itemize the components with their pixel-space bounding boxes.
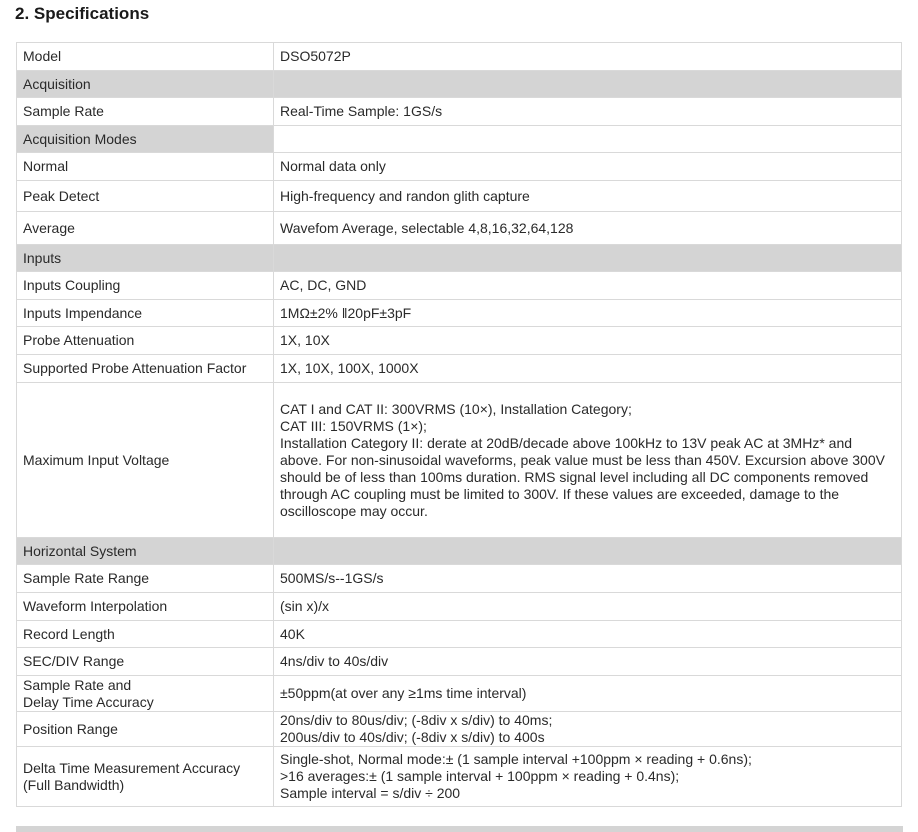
spec-value: 500MS/s--1GS/s bbox=[274, 565, 902, 593]
spec-value: CAT I and CAT II: 300VRMS (10×), Installation Category; CAT III: 150VRMS (1×); Installation Category II: derate at 20dB/decade above 100kHz to 13V peak AC at 3MHz* and above. For non-sinusoidal waveforms, peak value must be less than 450V. Excursion above 300V should be of less than 100ms duration. RMS signal level including all DC components removed through AC coupling must be limited to 300V. If these values are exceeded, damage to the oscilloscope may occur. bbox=[274, 383, 902, 538]
spec-row bbox=[17, 621, 902, 648]
spec-row bbox=[17, 212, 902, 245]
next-section-header-edge bbox=[16, 826, 903, 832]
page-title: 2. Specifications bbox=[15, 4, 150, 23]
spec-row bbox=[17, 676, 902, 712]
section-header-label: Horizontal System bbox=[17, 538, 274, 565]
spec-value: AC, DC, GND bbox=[274, 272, 902, 300]
specifications-table bbox=[16, 42, 902, 807]
spec-label: Sample Rate and Delay Time Accuracy bbox=[17, 676, 274, 712]
spec-label: Sample Rate bbox=[17, 98, 274, 126]
spec-value: 1MΩ±2% ǁ20pF±3pF bbox=[274, 300, 902, 327]
spec-value: 1X, 10X, 100X, 1000X bbox=[274, 355, 902, 383]
spec-row bbox=[17, 153, 902, 181]
spec-label: Supported Probe Attenuation Factor bbox=[17, 355, 274, 383]
section-header-row bbox=[17, 126, 902, 153]
section-header-row bbox=[17, 71, 902, 98]
section-header-label: Acquisition Modes bbox=[17, 126, 274, 153]
spec-value: ±50ppm(at over any ≥1ms time interval) bbox=[274, 676, 902, 712]
spec-row bbox=[17, 300, 902, 327]
section-header-value-cell bbox=[274, 126, 902, 153]
spec-row bbox=[17, 565, 902, 593]
spec-value: Normal data only bbox=[274, 153, 902, 181]
spec-value: DSO5072P bbox=[274, 43, 902, 71]
spec-label: Peak Detect bbox=[17, 181, 274, 212]
spec-row bbox=[17, 43, 902, 71]
spec-value: 1X, 10X bbox=[274, 327, 902, 355]
specifications-table-body bbox=[17, 43, 902, 807]
section-header-value-cell bbox=[274, 71, 902, 98]
section-header-label: Acquisition bbox=[17, 71, 274, 98]
section-header-label: Inputs bbox=[17, 245, 274, 272]
spec-label: Position Range bbox=[17, 712, 274, 747]
spec-row bbox=[17, 648, 902, 676]
spec-label: Inputs Coupling bbox=[17, 272, 274, 300]
section-header-row bbox=[17, 538, 902, 565]
spec-value: (sin x)/x bbox=[274, 593, 902, 621]
spec-label: Record Length bbox=[17, 621, 274, 648]
spec-value: 40K bbox=[274, 621, 902, 648]
spec-label: Average bbox=[17, 212, 274, 245]
spec-label: Waveform Interpolation bbox=[17, 593, 274, 621]
spec-row bbox=[17, 327, 902, 355]
spec-row bbox=[17, 593, 902, 621]
spec-value: 4ns/div to 40s/div bbox=[274, 648, 902, 676]
spec-label: Normal bbox=[17, 153, 274, 181]
section-header-value-cell bbox=[274, 538, 902, 565]
spec-label: Inputs Impendance bbox=[17, 300, 274, 327]
spec-label: SEC/DIV Range bbox=[17, 648, 274, 676]
spec-label: Model bbox=[17, 43, 274, 71]
spec-row bbox=[17, 272, 902, 300]
spec-value: 20ns/div to 80us/div; (-8div x s/div) to 40ms; 200us/div to 40s/div; (-8div x s/div) to 400s bbox=[274, 712, 902, 747]
spec-value: Single-shot, Normal mode:± (1 sample interval +100ppm × reading + 0.6ns); >16 averages:± (1 sample interval + 100ppm × reading + 0.4ns); Sample interval = s/div ÷ 200 bbox=[274, 747, 902, 807]
spec-label: Delta Time Measurement Accuracy (Full Bandwidth) bbox=[17, 747, 274, 807]
spec-value: Real-Time Sample: 1GS/s bbox=[274, 98, 902, 126]
spec-row bbox=[17, 355, 902, 383]
spec-row bbox=[17, 747, 902, 807]
spec-value: High-frequency and randon glith capture bbox=[274, 181, 902, 212]
spec-row bbox=[17, 98, 902, 126]
spec-label: Sample Rate Range bbox=[17, 565, 274, 593]
section-header-row bbox=[17, 245, 902, 272]
spec-label: Maximum Input Voltage bbox=[17, 383, 274, 538]
section-header-value-cell bbox=[274, 245, 902, 272]
spec-row bbox=[17, 383, 902, 538]
spec-row bbox=[17, 181, 902, 212]
spec-label: Probe Attenuation bbox=[17, 327, 274, 355]
spec-value: Wavefom Average, selectable 4,8,16,32,64,128 bbox=[274, 212, 902, 245]
spec-row bbox=[17, 712, 902, 747]
